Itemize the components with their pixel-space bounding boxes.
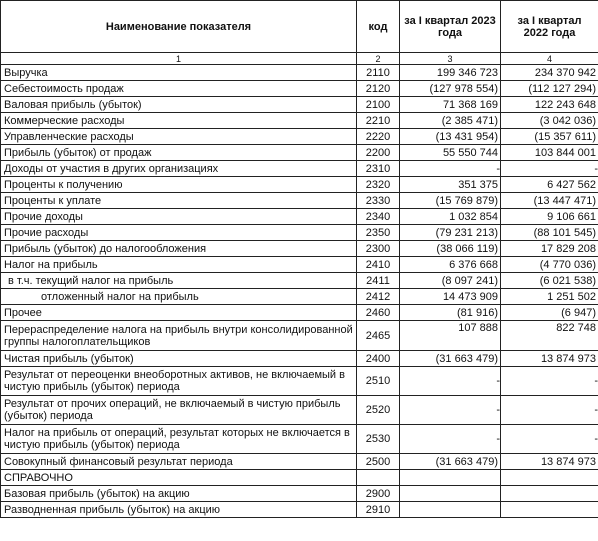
value-q1-2023: (31 663 479) (400, 454, 501, 470)
indicator-code: 2411 (357, 273, 400, 289)
table-row (1, 97, 598, 113)
indicator-name: Налог на прибыль от операций, результат которых не включается в чистую прибыль (убыток) периода (1, 425, 357, 454)
value-q1-2023: 351 375 (400, 177, 501, 193)
indicator-code: 2910 (357, 502, 400, 518)
value-q1-2022: - (501, 367, 598, 396)
indicator-name: Прибыль (убыток) до налогообложения (1, 241, 357, 257)
value-q1-2023: 1 032 854 (400, 209, 501, 225)
indicator-code: 2310 (357, 161, 400, 177)
indicator-code: 2120 (357, 81, 400, 97)
indicator-name: Коммерческие расходы (1, 113, 357, 129)
value-q1-2023: 55 550 744 (400, 145, 501, 161)
table-row (1, 177, 598, 193)
indicator-code: 2900 (357, 486, 400, 502)
value-q1-2022: - (501, 161, 598, 177)
value-q1-2022 (501, 502, 598, 518)
value-q1-2023 (400, 502, 501, 518)
table-row (1, 81, 598, 97)
indicator-name: отложенный налог на прибыль (1, 289, 357, 305)
value-q1-2023: - (400, 367, 501, 396)
table-row (1, 145, 598, 161)
value-q1-2022: (6 021 538) (501, 273, 598, 289)
table-row (1, 209, 598, 225)
value-q1-2022: 1 251 502 (501, 289, 598, 305)
header-indicator-name: Наименование показателя (1, 1, 357, 53)
indicator-name: Перераспределение налога на прибыль внутри консолидированной группы налогоплательщиков (1, 321, 357, 351)
table-row (1, 305, 598, 321)
value-q1-2023 (400, 470, 501, 486)
header-code: код (357, 1, 400, 53)
column-index: 3 (400, 53, 501, 65)
value-q1-2022: 13 874 973 (501, 351, 598, 367)
value-q1-2023: (31 663 479) (400, 351, 501, 367)
indicator-code: 2412 (357, 289, 400, 305)
table-row (1, 470, 598, 486)
value-q1-2023: (2 385 471) (400, 113, 501, 129)
indicator-code: 2350 (357, 225, 400, 241)
indicator-code: 2465 (357, 321, 400, 351)
indicator-name: Прочие доходы (1, 209, 357, 225)
value-q1-2022: - (501, 425, 598, 454)
indicator-code (357, 470, 400, 486)
table-row (1, 113, 598, 129)
value-q1-2023: (81 916) (400, 305, 501, 321)
value-q1-2022: 6 427 562 (501, 177, 598, 193)
table-row (1, 193, 598, 209)
indicator-name: Результат от прочих операций, не включаемый в чистую прибыль (убыток) периода (1, 396, 357, 425)
table-row (1, 396, 598, 425)
indicator-code: 2320 (357, 177, 400, 193)
table-row (1, 129, 598, 145)
value-q1-2023: (79 231 213) (400, 225, 501, 241)
value-q1-2022: - (501, 396, 598, 425)
value-q1-2022: 822 748 (501, 321, 598, 351)
value-q1-2022: 234 370 942 (501, 65, 598, 81)
value-q1-2022: (4 770 036) (501, 257, 598, 273)
indicator-code: 2220 (357, 129, 400, 145)
value-q1-2023: 14 473 909 (400, 289, 501, 305)
indicator-code: 2110 (357, 65, 400, 81)
value-q1-2023 (400, 486, 501, 502)
indicator-code: 2460 (357, 305, 400, 321)
indicator-code: 2530 (357, 425, 400, 454)
value-q1-2022 (501, 486, 598, 502)
indicator-name: Базовая прибыль (убыток) на акцию (1, 486, 357, 502)
table-row (1, 289, 598, 305)
value-q1-2023: - (400, 396, 501, 425)
value-q1-2022: 17 829 208 (501, 241, 598, 257)
value-q1-2022: 122 243 648 (501, 97, 598, 113)
table-row (1, 273, 598, 289)
indicator-code: 2400 (357, 351, 400, 367)
indicator-name: Налог на прибыль (1, 257, 357, 273)
column-index: 2 (357, 53, 400, 65)
table-row (1, 351, 598, 367)
indicator-name: Чистая прибыль (убыток) (1, 351, 357, 367)
value-q1-2022: (13 447 471) (501, 193, 598, 209)
table-row (1, 425, 598, 454)
indicator-name: Совокупный финансовый результат периода (1, 454, 357, 470)
value-q1-2022: 13 874 973 (501, 454, 598, 470)
section-heading-reference: СПРАВОЧНО (1, 470, 357, 486)
indicator-name: Разводненная прибыль (убыток) на акцию (1, 502, 357, 518)
table-row (1, 502, 598, 518)
value-q1-2022: (6 947) (501, 305, 598, 321)
table-row (1, 257, 598, 273)
indicator-name: Себестоимость продаж (1, 81, 357, 97)
table-row (1, 241, 598, 257)
indicator-name: Прочее (1, 305, 357, 321)
value-q1-2023: 107 888 (400, 321, 501, 351)
value-q1-2022: (15 357 611) (501, 129, 598, 145)
value-q1-2022: (3 042 036) (501, 113, 598, 129)
value-q1-2023: 199 346 723 (400, 65, 501, 81)
indicator-code: 2210 (357, 113, 400, 129)
header-q1-2023: за I квартал 2023 года (400, 1, 501, 53)
table-row (1, 161, 598, 177)
value-q1-2022: (112 127 294) (501, 81, 598, 97)
value-q1-2023: - (400, 425, 501, 454)
indicator-name: Управленческие расходы (1, 129, 357, 145)
indicator-name: Прочие расходы (1, 225, 357, 241)
column-index: 1 (1, 53, 357, 65)
value-q1-2023: - (400, 161, 501, 177)
table-row (1, 486, 598, 502)
indicator-code: 2200 (357, 145, 400, 161)
table-row (1, 65, 598, 81)
value-q1-2022: (88 101 545) (501, 225, 598, 241)
value-q1-2022: 103 844 001 (501, 145, 598, 161)
table-row (1, 321, 598, 351)
indicator-name: Результат от переоценки внеоборотных активов, не включаемый в чистую прибыль (убыток) периода (1, 367, 357, 396)
indicator-name: Валовая прибыль (убыток) (1, 97, 357, 113)
table-row (1, 367, 598, 396)
value-q1-2023: (38 066 119) (400, 241, 501, 257)
column-index-row (1, 53, 598, 65)
indicator-code: 2510 (357, 367, 400, 396)
value-q1-2023: (13 431 954) (400, 129, 501, 145)
indicator-code: 2100 (357, 97, 400, 113)
indicator-name: Проценты к получению (1, 177, 357, 193)
indicator-name: Прибыль (убыток) от продаж (1, 145, 357, 161)
header-q1-2022: за I квартал 2022 года (501, 1, 598, 53)
table-row (1, 454, 598, 470)
indicator-code: 2340 (357, 209, 400, 225)
value-q1-2023: (15 769 879) (400, 193, 501, 209)
column-index: 4 (501, 53, 598, 65)
indicator-code: 2330 (357, 193, 400, 209)
indicator-code: 2500 (357, 454, 400, 470)
indicator-name: Доходы от участия в других организациях (1, 161, 357, 177)
table-row (1, 225, 598, 241)
value-q1-2022 (501, 470, 598, 486)
indicator-name: в т.ч. текущий налог на прибыль (1, 273, 357, 289)
indicator-name: Проценты к уплате (1, 193, 357, 209)
value-q1-2022: 9 106 661 (501, 209, 598, 225)
indicator-name: Выручка (1, 65, 357, 81)
indicator-code: 2300 (357, 241, 400, 257)
indicator-code: 2410 (357, 257, 400, 273)
value-q1-2023: (127 978 554) (400, 81, 501, 97)
value-q1-2023: 6 376 668 (400, 257, 501, 273)
indicator-code: 2520 (357, 396, 400, 425)
value-q1-2023: 71 368 169 (400, 97, 501, 113)
value-q1-2023: (8 097 241) (400, 273, 501, 289)
